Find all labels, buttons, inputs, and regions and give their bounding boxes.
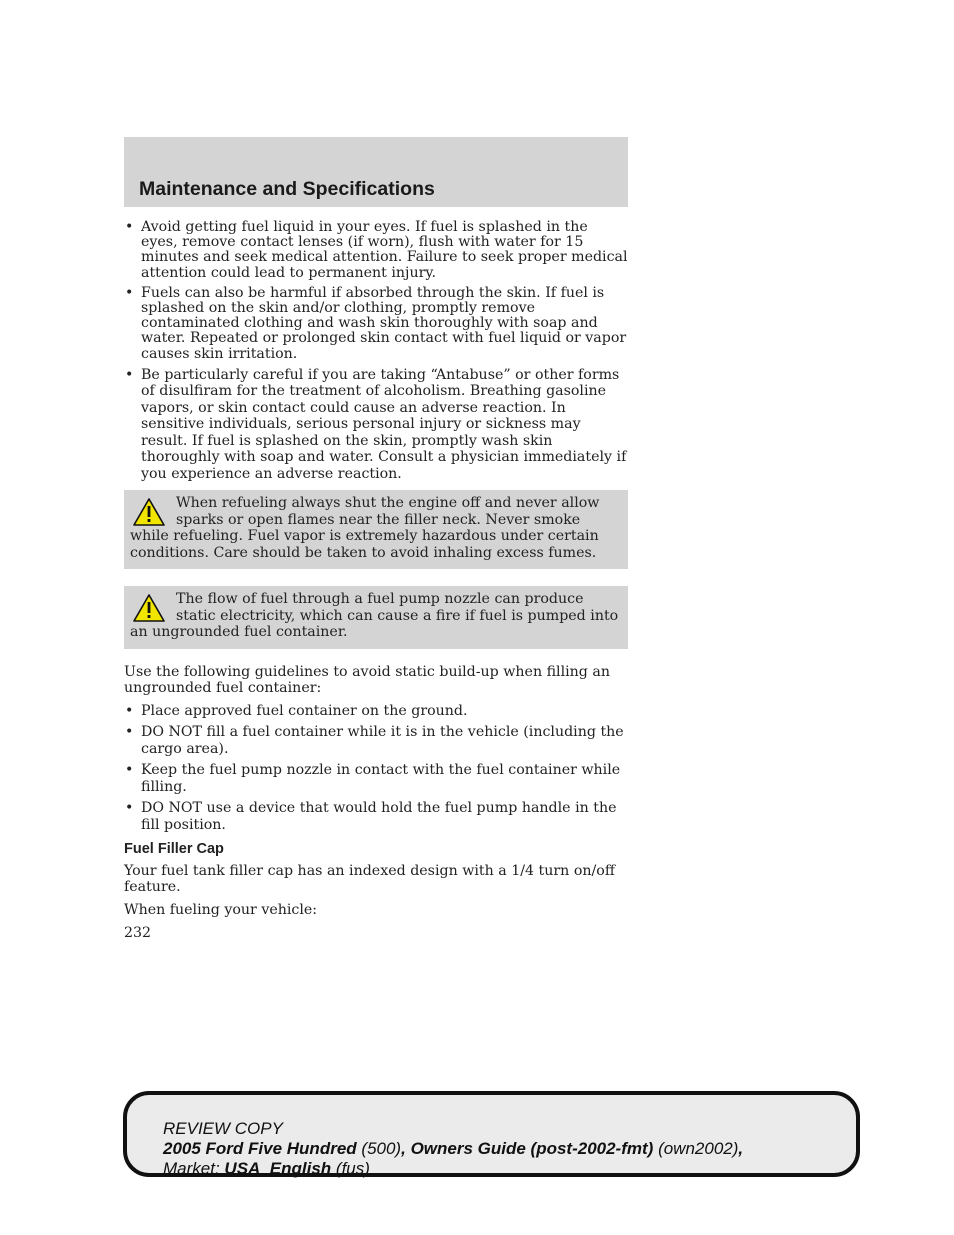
- guide-name: Owners Guide (post-2002-fmt): [410, 1139, 654, 1158]
- fuel-hazard-list: [124, 220, 628, 482]
- list-item: • Place approved fuel container on the ground.: [124, 703, 628, 720]
- market-label: Market:: [163, 1159, 220, 1178]
- review-copy-box: [123, 1091, 860, 1177]
- warning-text: When refueling always shut the engine off and never allow sparks or open flames near the filler neck. Never smoke while refueling. Fuel vapor is extremely hazardous under certain conditions. Care should be taken to avoid inhaling excess fumes.: [130, 495, 600, 561]
- static-guidelines-list: [124, 703, 628, 834]
- model-name: 2005 Ford Five Hundred: [163, 1139, 357, 1158]
- list-item: • Fuels can also be harmful if absorbed through the skin. If fuel is splashed on the skin and/or clothing, promptly remove contaminated clothing and wash skin thoroughly with soap and water. Repeated or prolonged skin contact with fuel liquid or vapor causes skin irritation.: [124, 286, 628, 362]
- warning-triangle-icon: [132, 497, 166, 527]
- guide-code: (own2002): [658, 1139, 739, 1158]
- warning-text: The flow of fuel through a fuel pump nozzle can produce static electricity, which can cause a fire if fuel is pumped into an ungrounded fuel container.: [130, 591, 619, 641]
- warning-triangle-icon: [132, 593, 166, 623]
- review-market-line: [163, 1159, 743, 1179]
- review-copy-text: [163, 1119, 743, 1179]
- review-label: REVIEW COPY: [163, 1119, 283, 1138]
- list-item: • Keep the fuel pump nozzle in contact with the fuel container while filling.: [124, 762, 628, 795]
- market-code: (fus): [335, 1159, 370, 1178]
- list-item: • Be particularly careful if you are taking “Antabuse” or other forms of disulfiram for the treatment of alcoholism. Breathing gasoline vapors, or skin contact could cause an adverse reaction. In sensitive individuals, serious personal injury or sickness may result. If fuel is splashed on the skin, promptly wash skin thoroughly with soap and water. Consult a physician immediately if you experience an adverse reaction.: [124, 367, 628, 483]
- fuel-cap-paragraph: When fueling your vehicle:: [124, 901, 318, 918]
- guidelines-intro: Use the following guidelines to avoid static build-up when filling an ungrounded fuel container:: [124, 663, 610, 697]
- section-title: Maintenance and Specifications: [139, 178, 435, 200]
- model-code: (500): [361, 1139, 402, 1158]
- review-model-line: [163, 1139, 743, 1159]
- page-content: [124, 220, 628, 942]
- separator: ,: [738, 1139, 744, 1158]
- warning-box: [124, 490, 628, 569]
- separator: ,: [401, 1139, 406, 1158]
- section-header-band: [124, 137, 628, 207]
- fuel-filler-cap-heading: Fuel Filler Cap: [124, 841, 224, 858]
- page-number: 232: [124, 925, 152, 942]
- warning-box: [124, 586, 628, 649]
- list-item: • DO NOT use a device that would hold the fuel pump handle in the fill position.: [124, 800, 628, 833]
- list-item: • DO NOT fill a fuel container while it is in the vehicle (including the cargo area).: [124, 724, 628, 757]
- list-item: • Avoid getting fuel liquid in your eyes. If fuel is splashed in the eyes, remove contact lenses (if worn), flush with water for 15 minutes and seek medical attention. Failure to seek proper medical attention could lead to permanent injury.: [124, 220, 628, 281]
- market-name: USA_English: [224, 1159, 332, 1178]
- fuel-cap-paragraph: Your fuel tank filler cap has an indexed design with a 1/4 turn on/off feature.: [124, 862, 615, 896]
